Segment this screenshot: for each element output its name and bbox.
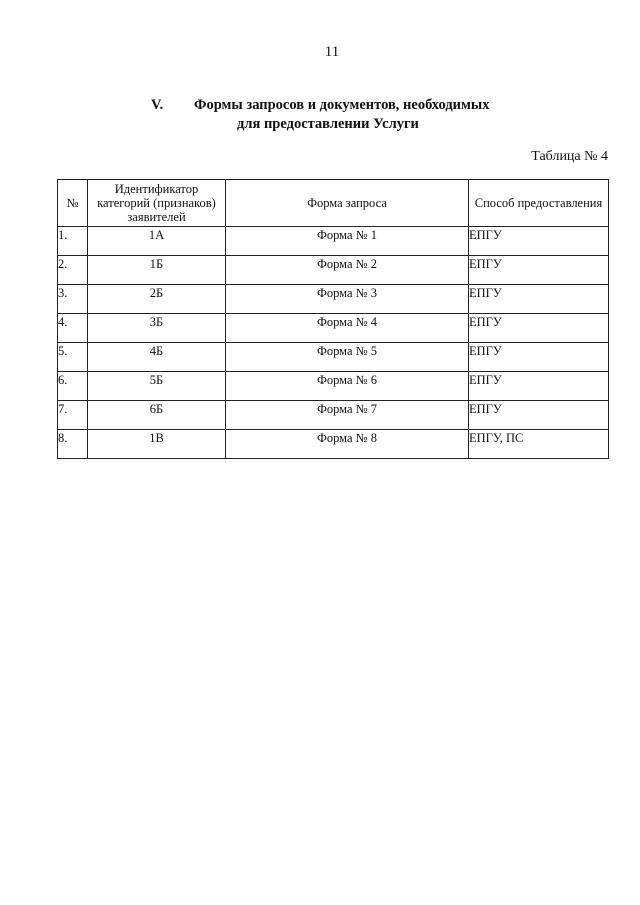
row-form: Форма № 8 xyxy=(226,430,469,459)
section-roman-numeral: V. xyxy=(151,97,164,113)
table-row xyxy=(58,285,609,314)
row-method: ЕПГУ xyxy=(469,285,609,314)
row-identifier: 5Б xyxy=(88,372,226,401)
table-row xyxy=(58,343,609,372)
row-method: ЕПГУ xyxy=(469,256,609,285)
table-row xyxy=(58,314,609,343)
row-form: Форма № 4 xyxy=(226,314,469,343)
row-method: ЕПГУ xyxy=(469,401,609,430)
header-delivery-method: Способ предоставления xyxy=(469,180,609,227)
row-form: Форма № 6 xyxy=(226,372,469,401)
table-row xyxy=(58,256,609,285)
row-form: Форма № 7 xyxy=(226,401,469,430)
row-identifier: 6Б xyxy=(88,401,226,430)
row-form: Форма № 2 xyxy=(226,256,469,285)
row-method: ЕПГУ xyxy=(469,314,609,343)
row-number: 4. xyxy=(58,314,88,343)
table-label: Таблица № 4 xyxy=(531,149,608,164)
row-identifier: 3Б xyxy=(88,314,226,343)
row-method: ЕПГУ xyxy=(469,227,609,256)
row-number: 7. xyxy=(58,401,88,430)
table-row xyxy=(58,430,609,459)
row-number: 6. xyxy=(58,372,88,401)
row-identifier: 1В xyxy=(88,430,226,459)
row-identifier: 1Б xyxy=(88,256,226,285)
row-number: 5. xyxy=(58,343,88,372)
section-title-line-1: Формы запросов и документов, необходимых xyxy=(194,97,490,113)
header-request-form: Форма запроса xyxy=(226,180,469,227)
row-method: ЕПГУ, ПС xyxy=(469,430,609,459)
table-header-row xyxy=(58,180,609,227)
row-identifier: 4Б xyxy=(88,343,226,372)
row-form: Форма № 5 xyxy=(226,343,469,372)
row-number: 3. xyxy=(58,285,88,314)
table-row xyxy=(58,401,609,430)
row-number: 1. xyxy=(58,227,88,256)
table-row xyxy=(58,227,609,256)
row-form: Форма № 1 xyxy=(226,227,469,256)
page-number: 11 xyxy=(324,44,340,60)
row-identifier: 2Б xyxy=(88,285,226,314)
header-number: № xyxy=(58,180,88,227)
row-number: 8. xyxy=(58,430,88,459)
row-method: ЕПГУ xyxy=(469,343,609,372)
row-number: 2. xyxy=(58,256,88,285)
row-method: ЕПГУ xyxy=(469,372,609,401)
request-forms-table xyxy=(57,179,609,459)
table-row xyxy=(58,372,609,401)
section-title-line-2: для предоставлении Услуги xyxy=(237,116,419,132)
header-identifier: Идентификатор категорий (признаков) заявителей xyxy=(88,180,226,227)
row-form: Форма № 3 xyxy=(226,285,469,314)
row-identifier: 1А xyxy=(88,227,226,256)
